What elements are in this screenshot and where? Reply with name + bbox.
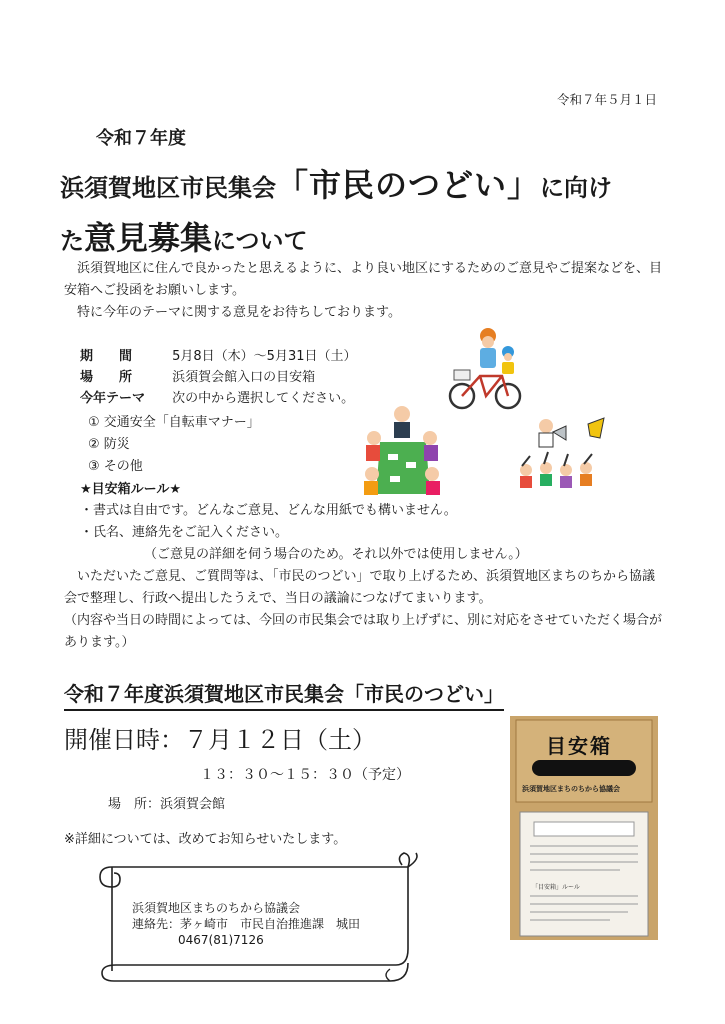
intro-paragraph: 特に今年のテーマに関する意見をお待ちしております。 — [77, 305, 401, 320]
contact-org: 浜須賀地区まちのちから協議会 — [132, 901, 301, 915]
document-date: 令和７年５月１日 — [556, 92, 657, 107]
heading-line-2-pre: た — [60, 227, 84, 255]
event-place: 場 所：浜須賀会館 — [108, 797, 226, 812]
crowd-megaphone-illustration — [516, 416, 612, 496]
heading-line-1-event: 「市民のつどい」 — [276, 166, 541, 204]
theme-item: ③ その他 — [88, 459, 143, 474]
rules-list — [80, 500, 528, 566]
rule-item: ・氏名、連絡先をご記入ください。 — [80, 525, 289, 540]
detail-note: ※詳細については、改めてお知らせいたします。 — [64, 832, 347, 847]
event-title: 令和７年度浜須賀地区市民集会「市民のつどい」 — [64, 678, 504, 711]
theme-row — [80, 388, 357, 409]
theme-list — [88, 412, 260, 478]
photo-sub-text: 浜須賀地区まちのちから協議会 — [522, 785, 620, 793]
intro-paragraph: 浜須賀地区に住んで良かったと思えるように、より良い地区にするためのご意見やご提案などを、目安箱へご投函をお願いします。 — [64, 261, 663, 298]
rules-heading: ★目安箱ルール★ — [80, 482, 182, 497]
photo-notice-title: 「目安箱」ルール — [532, 884, 580, 891]
theme-item: ② 防災 — [88, 437, 130, 452]
heading-line-2-main: 意見募集 — [84, 219, 213, 257]
heading-line-1-post: に向け — [540, 174, 613, 202]
intro-text — [64, 258, 664, 324]
period-value: 5月8日（木）～5月31日（土） — [172, 349, 357, 364]
contact-tel: 0467(81)7126 — [178, 933, 264, 947]
rule-item: ・書式は自由です。どんなご意見、どんな用紙でも構いません。 — [80, 503, 457, 518]
event-time: １３：３０～１５：３０（予定） — [200, 767, 410, 783]
bicycle-family-illustration — [446, 326, 526, 414]
heading-year: 令和７年度 — [96, 128, 186, 149]
photo-sign-text: 目安箱 — [546, 734, 612, 758]
closing-paragraph: いただいたご意見、ご質問等は、「市民のつどい」で取り上げるため、浜須賀地区まちのちから協議会で整理し、行政へ提出したうえで、当日の議論につなげてまいります。 — [64, 569, 655, 606]
place-row — [80, 367, 357, 388]
contact-info — [132, 900, 360, 948]
period-label: 期 間 — [80, 349, 133, 364]
closing-note: （内容や当日の時間によっては、今回の市民集会では取り上げずに、別に対応をさせていただく場合があります。） — [64, 613, 663, 650]
theme-item: ① 交通安全「自転車マナー」 — [88, 415, 260, 430]
place-label: 場 所 — [80, 370, 133, 385]
place-value: 浜須賀会館入口の目安箱 — [172, 370, 316, 385]
heading-line-1-pre: 浜須賀地区市民集会 — [60, 174, 276, 202]
heading-line-1 — [60, 160, 612, 206]
event-date: 開催日時：７月１２日（土） — [64, 726, 376, 754]
contact-person: 連絡先：茅ヶ崎市 市民自治推進課 城田 — [132, 917, 361, 931]
meeting-people-illustration — [360, 402, 444, 498]
period-row — [80, 346, 357, 367]
heading-line-2-post: について — [212, 227, 308, 255]
closing-text — [64, 566, 664, 654]
heading-line-2 — [60, 213, 308, 259]
rule-note: （ご意見の詳細を伺う場合のため。それ以外では使用しません。） — [144, 547, 528, 562]
theme-value: 次の中から選択してください。 — [172, 391, 355, 406]
info-block — [80, 346, 357, 409]
theme-label: 今年テーマ — [80, 391, 146, 406]
